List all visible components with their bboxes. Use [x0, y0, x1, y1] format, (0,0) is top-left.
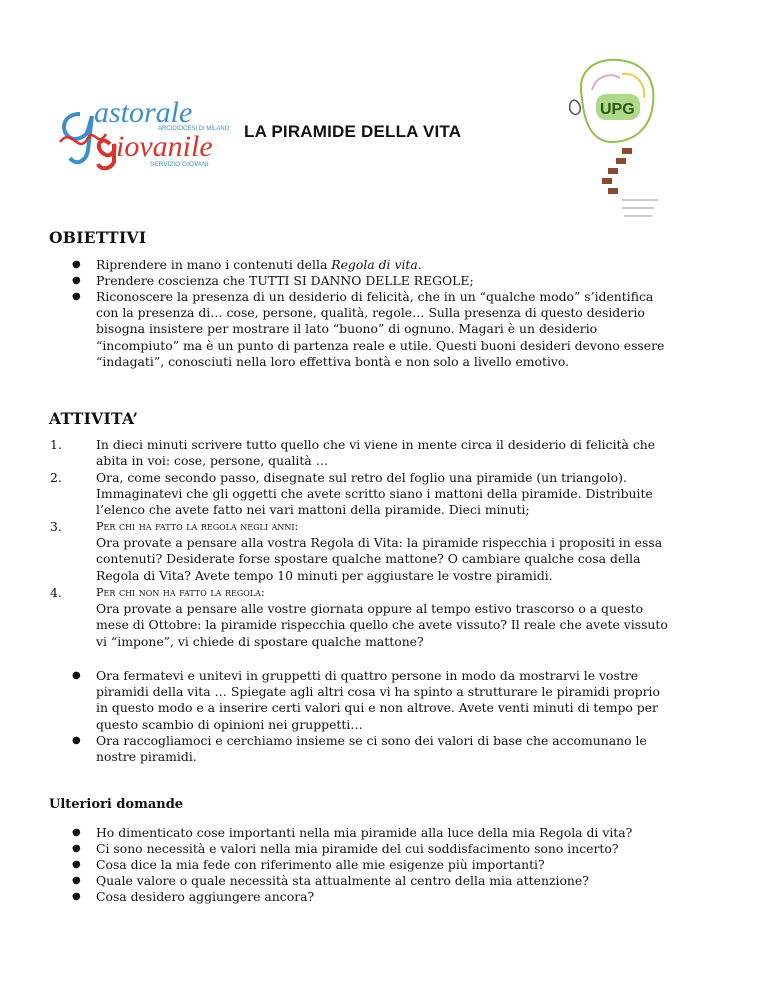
list-item: Cosa dice la mia fede con riferimento alle mie esigenze più importanti?: [96, 857, 545, 872]
upg-logo-graphic: [562, 50, 670, 220]
attivita-heading: ATTIVITA’: [49, 409, 139, 428]
list-item: Riprendere in mano i contenuti della Regola di vita.: [96, 257, 422, 272]
bullet-icon: ●: [72, 859, 81, 870]
bullet-icon: ●: [72, 291, 81, 302]
svg-text:UPG: UPG: [600, 101, 635, 118]
svg-text:SERVIZIO GIOVANI: SERVIZIO GIOVANI: [150, 161, 209, 168]
list-item: Ora fermatevi e unitevi in gruppetti di quattro persone in modo da mostrarvi le vostre piramidi della vita … Spiegate agli altri cosa vi ha spinto a strutturare le piramidi proprio in questo modo e a inserire certi valori qui e non altrove. Avete venti minuti di tempo per questo scambio di opinioni nei gruppetti…: [96, 668, 660, 732]
bullet-icon: ●: [72, 259, 81, 270]
list-number: 1.: [50, 437, 62, 452]
list-item: Ci sono necessità e valori nella mia piramide del cui soddisfacimento sono incerto?: [96, 841, 619, 856]
bullet-icon: ●: [72, 275, 81, 286]
bullet-icon: ●: [72, 891, 81, 902]
list-item: Per chi ha fatto la regola negli anni: Ora provate a pensare alla vostra Regola di Vita: la piramide rispecchia i propositi in essa contenuti? Desiderate forse spostare qualche mattone? O cambiare qualche cosa della Regola di Vita? Avete tempo 10 minuti per aggiustare le vostre piramidi.: [96, 520, 663, 583]
svg-text:iovanile: iovanile: [116, 130, 213, 163]
list-number: 2.: [50, 470, 62, 485]
bullet-icon: ●: [72, 843, 81, 854]
list-item: Quale valore o quale necessità sta attualmente al centro della mia attenzione?: [96, 873, 589, 888]
list-item: Cosa desidero aggiungere ancora?: [96, 889, 315, 904]
list-item: Ho dimenticato cose importanti nella mia piramide alla luce della mia Regola di vita?: [96, 825, 633, 840]
svg-text:astorale: astorale: [94, 96, 193, 129]
svg-text:ARCIDIOCESI DI MILANO: ARCIDIOCESI DI MILANO: [158, 126, 230, 132]
list-item: Prendere coscienza che TUTTI SI DANNO DELLE REGOLE;: [96, 273, 474, 288]
page-title: LA PIRAMIDE DELLA VITA: [244, 122, 462, 141]
upg-logo: [562, 50, 670, 220]
list-item: Ora raccogliamoci e cerchiamo insieme se ci sono dei valori di base che accomunano le nostre piramidi.: [96, 733, 647, 765]
obiettivi-heading: OBIETTIVI: [49, 228, 147, 247]
list-item: Ora, come secondo passo, disegnate sul retro del foglio una piramide (un triangolo). Immaginatevi che gli oggetti che avete scritto siano i mattoni della piramide. Distribuite l’elenco che avete fatto nei vari mattoni della piramide. Dieci minuti;: [96, 470, 653, 518]
pastorale-giovanile-logo: [58, 86, 240, 172]
bullet-icon: ●: [72, 827, 81, 838]
list-item: Riconoscere la presenza di un desiderio di felicità, che in un “qualche modo” s’identifica con la presenza di… cose, persone, qualità, regole… Sulla presenza di questo desiderio bisogna insistere per mostrare il lato “buono” di ognuno. Magari è un desiderio “incompiuto” ma è un punto di partenza reale e utile. Questi buoni desideri devono essere “indagati”, conosciuti nella loro effettiva bontà e non solo a livello emotivo.: [96, 289, 665, 369]
pastorale-giovanile-logo-graphic: [58, 86, 240, 172]
list-item: Per chi non ha fatto la regola: Ora provate a pensare alle vostre giornata oppure al tempo estivo trascorso o a questo mese di Ottobre: la piramide rispecchia quello che avete vissuto? Il reale che avete vissuto vi “impone”, vi chiede di spostare qualche mattone?: [96, 586, 668, 649]
ulteriori-heading: Ulteriori domande: [49, 797, 184, 812]
list-number: 4.: [50, 585, 62, 600]
bullet-icon: ●: [72, 875, 81, 886]
list-number: 3.: [50, 519, 62, 534]
bullet-icon: ●: [72, 735, 81, 746]
bullet-icon: ●: [72, 670, 81, 681]
list-item: In dieci minuti scrivere tutto quello che vi viene in mente circa il desiderio di felicità che abita in voi: cose, persone, qualità …: [96, 437, 656, 469]
